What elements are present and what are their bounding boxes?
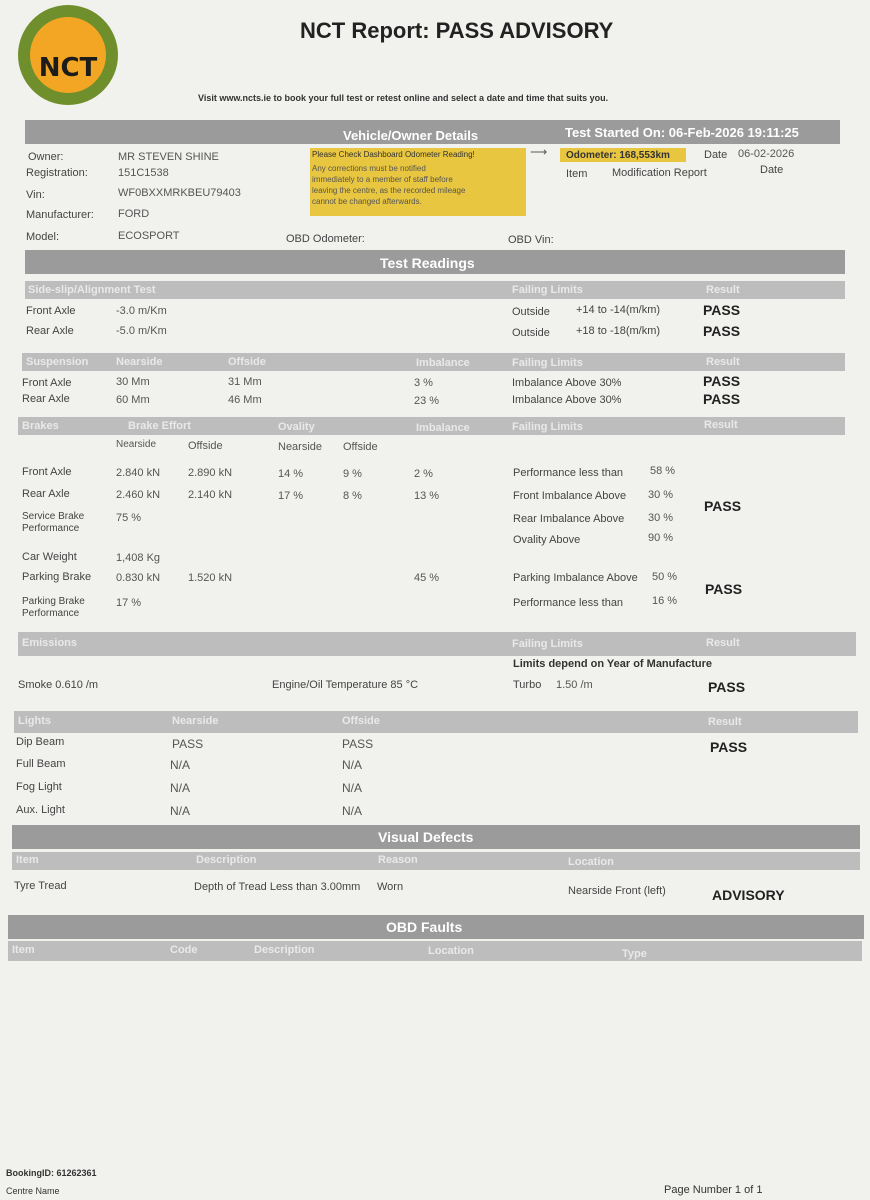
suspension-result-heading: Result — [706, 356, 740, 368]
brake-front-imbalance: 2 % — [414, 468, 433, 480]
centre-name-label: Centre Name — [6, 1186, 60, 1196]
visual-col-item: Item — [16, 854, 39, 866]
visual-defects-band — [12, 825, 860, 849]
vehicle-section-title: Vehicle/Owner Details — [343, 128, 479, 143]
arrow-icon: ⟶ — [530, 145, 548, 159]
alignment-front-value: -3.0 m/Km — [116, 305, 167, 317]
lights-heading: Lights — [18, 715, 51, 727]
brake-limit: Rear Imbalance Above — [513, 513, 625, 525]
parking-brake-near: 0.830 kN — [116, 572, 161, 584]
obd-col-description: Description — [254, 944, 315, 956]
brake-limit: Parking Imbalance Above — [513, 572, 638, 584]
obd-faults-title: OBD Faults — [386, 919, 463, 935]
ovality-rear-near: 17 % — [278, 490, 304, 502]
ovality-front-off: 9 % — [343, 468, 362, 480]
lights-offside-heading: Offside — [342, 715, 380, 727]
vin-value: WF0BXXMRKBEU79403 — [118, 187, 241, 199]
obd-col-location: Location — [428, 945, 474, 957]
ovality-rear-off: 8 % — [343, 490, 362, 502]
parking-brake-off: 1.520 kN — [188, 572, 233, 584]
nct-logo — [18, 5, 118, 105]
brake-limit: Performance less than — [513, 597, 624, 609]
model-value: ECOSPORT — [118, 230, 180, 242]
brake-rear-near: 2.460 kN — [116, 489, 161, 501]
registration-label: Registration: — [26, 167, 88, 179]
engine-temperature: Engine/Oil Temperature 85 °C — [272, 679, 419, 691]
light-offside: N/A — [342, 781, 363, 795]
obd-col-code: Code — [170, 944, 198, 956]
brake-front-off: 2.890 kN — [188, 467, 233, 479]
brake-limit-value: 30 % — [648, 512, 674, 524]
vin-label: Vin: — [26, 189, 45, 201]
alignment-result-heading: Result — [706, 284, 740, 296]
suspension-heading: Suspension — [26, 356, 89, 368]
alignment-rear-result: PASS — [703, 323, 741, 339]
emissions-result-heading: Result — [706, 637, 740, 649]
parking-brake-performance-label: Parking Brake Performance — [22, 596, 85, 619]
brakes-result-heading: Result — [704, 419, 738, 431]
date-value: 06-02-2026 — [738, 148, 795, 160]
turbo-label: Turbo — [513, 679, 542, 691]
parking-brake-imbalance: 45 % — [414, 572, 440, 584]
brake-limit: Ovality Above — [513, 534, 581, 546]
ovality-nearside-subheading: Nearside — [278, 441, 323, 453]
suspension-front-imbalance: 3 % — [414, 377, 433, 389]
emissions-failing-heading: Failing Limits — [512, 638, 583, 650]
suspension-rear-limit: Imbalance Above 30% — [512, 394, 622, 406]
alignment-rear-side: Outside — [512, 327, 550, 339]
defect-item: Tyre Tread — [14, 880, 67, 892]
obd-col-item: Item — [12, 944, 35, 956]
light-label: Aux. Light — [16, 804, 65, 816]
emissions-limits-note: Limits depend on Year of Manufacture — [513, 658, 713, 670]
lights-result-heading: Result — [708, 716, 742, 728]
odometer-notice-line: immediately to a member of staff before — [312, 175, 453, 184]
ovality-offside-subheading: Offside — [343, 441, 378, 453]
brake-nearside-subheading: Nearside — [116, 439, 157, 450]
logo-text: NCT — [38, 53, 98, 83]
owner-value: MR STEVEN SHINE — [118, 151, 219, 163]
test-readings-title: Test Readings — [380, 255, 475, 271]
brake-rear-label: Rear Axle — [22, 488, 70, 500]
vehicle-band — [25, 120, 840, 144]
brake-limit-value: 16 % — [652, 595, 678, 607]
page-number: Page Number 1 of 1 — [664, 1184, 763, 1196]
parking-brake-performance-value: 17 % — [116, 597, 142, 609]
suspension-offside-heading: Offside — [228, 356, 266, 368]
brake-front-label: Front Axle — [22, 466, 72, 478]
obd-vin-label: OBD Vin: — [508, 234, 554, 246]
lights-result: PASS — [710, 739, 748, 755]
suspension-front-off: 31 Mm — [228, 376, 262, 388]
visual-defects-header-bar — [12, 852, 860, 870]
brake-rear-imbalance: 13 % — [414, 490, 440, 502]
item-label: Item — [566, 168, 588, 180]
suspension-nearside-heading: Nearside — [116, 356, 163, 368]
brake-limit-value: 30 % — [648, 489, 674, 501]
emissions-heading: Emissions — [22, 637, 78, 649]
alignment-front-label: Front Axle — [26, 305, 76, 317]
brakes-heading: Brakes — [22, 420, 59, 432]
defect-description: Depth of Tread Less than 3.00mm — [194, 881, 361, 893]
brake-limit: Performance less than — [513, 467, 624, 479]
suspension-imbalance-heading: Imbalance — [416, 357, 470, 369]
suspension-front-label: Front Axle — [22, 377, 72, 389]
light-nearside: N/A — [170, 781, 191, 795]
page-subtitle: Visit www.ncts.ie to book your full test or retest online and select a date and time that suits you. — [198, 93, 609, 103]
alignment-rear-value: -5.0 m/Km — [116, 325, 167, 337]
test-readings-band — [25, 250, 845, 274]
brake-limit-value: 90 % — [648, 532, 674, 544]
suspension-rear-result: PASS — [703, 391, 741, 407]
light-offside: PASS — [342, 737, 374, 751]
defect-location: Nearside Front (left) — [568, 885, 666, 897]
page-title: NCT Report: PASS ADVISORY — [300, 18, 614, 43]
visual-col-reason: Reason — [378, 854, 418, 866]
light-nearside: N/A — [170, 758, 191, 772]
registration-value: 151C1538 — [118, 167, 169, 179]
brake-effort-heading: Brake Effort — [128, 420, 191, 432]
service-brake-result: PASS — [704, 498, 742, 514]
light-offside: N/A — [342, 758, 363, 772]
date-label: Date — [704, 149, 728, 161]
brake-limit-value: 50 % — [652, 571, 678, 583]
light-label: Dip Beam — [16, 736, 65, 748]
service-brake-label: Service Brake Performance — [22, 511, 85, 534]
modification-report-label: Modification Report — [612, 167, 707, 179]
visual-col-location: Location — [568, 856, 614, 868]
obd-odometer-label: OBD Odometer: — [286, 233, 365, 245]
suspension-front-near: 30 Mm — [116, 376, 150, 388]
brake-rear-off: 2.140 kN — [188, 489, 233, 501]
smoke-reading: Smoke 0.610 /m — [18, 679, 99, 691]
manufacturer-label: Manufacturer: — [26, 209, 94, 221]
obd-faults-band — [8, 915, 864, 939]
suspension-front-result: PASS — [703, 373, 741, 389]
alignment-front-side: Outside — [512, 306, 550, 318]
odometer-notice-line: Any corrections must be notified — [312, 164, 426, 173]
modification-date-label: Date — [760, 164, 784, 176]
alignment-failing-heading: Failing Limits — [512, 284, 583, 296]
light-label: Fog Light — [16, 781, 62, 793]
brakes-failing-heading: Failing Limits — [512, 421, 583, 433]
parking-brake-label: Parking Brake — [22, 571, 92, 583]
car-weight-value: 1,408 Kg — [116, 552, 161, 564]
owner-label: Owner: — [28, 151, 64, 163]
suspension-front-limit: Imbalance Above 30% — [512, 377, 622, 389]
ovality-heading: Ovality — [278, 421, 315, 433]
odometer-notice-line: cannot be changed afterwards. — [312, 197, 422, 206]
booking-id: BookingID: 61262361 — [6, 1168, 97, 1178]
visual-defects-title: Visual Defects — [378, 829, 474, 845]
suspension-rear-near: 60 Mm — [116, 394, 150, 406]
lights-nearside-heading: Nearside — [172, 715, 219, 727]
light-offside: N/A — [342, 804, 363, 818]
test-started: Test Started On: 06-Feb-2026 19:11:25 — [565, 125, 799, 140]
suspension-rear-label: Rear Axle — [22, 393, 70, 405]
suspension-failing-heading: Failing Limits — [512, 357, 583, 369]
turbo-value: 1.50 /m — [556, 679, 593, 691]
ovality-front-near: 14 % — [278, 468, 304, 480]
light-label: Full Beam — [16, 758, 66, 770]
odometer-notice-title: Please Check Dashboard Odometer Reading! — [312, 150, 475, 159]
model-label: Model: — [26, 231, 60, 243]
defect-reason: Worn — [377, 881, 404, 893]
obd-col-type: Type — [622, 948, 647, 960]
alignment-front-result: PASS — [703, 302, 741, 318]
brake-limit-value: 58 % — [650, 465, 676, 477]
alignment-front-limit: +14 to -14(m/km) — [576, 304, 661, 316]
odometer-notice-line: leaving the centre, as the recorded mileage — [312, 186, 466, 195]
service-brake-value: 75 % — [116, 512, 142, 524]
alignment-rear-label: Rear Axle — [26, 325, 74, 337]
odometer-reading: Odometer: 168,553km — [566, 150, 670, 161]
car-weight-label: Car Weight — [22, 551, 77, 563]
brake-offside-subheading: Offside — [188, 440, 223, 452]
light-nearside: PASS — [172, 737, 204, 751]
suspension-rear-imbalance: 23 % — [414, 395, 440, 407]
defect-result: ADVISORY — [712, 887, 785, 903]
manufacturer-value: FORD — [118, 208, 150, 220]
emissions-result: PASS — [708, 679, 746, 695]
light-nearside: N/A — [170, 804, 191, 818]
alignment-rear-limit: +18 to -18(m/km) — [576, 325, 661, 337]
parking-brake-result: PASS — [705, 581, 743, 597]
brakes-imbalance-heading: Imbalance — [416, 422, 470, 434]
brake-limit: Front Imbalance Above — [513, 490, 627, 502]
suspension-rear-off: 46 Mm — [228, 394, 262, 406]
visual-col-description: Description — [196, 854, 257, 866]
alignment-heading: Side-slip/Alignment Test — [28, 284, 156, 296]
brake-front-near: 2.840 kN — [116, 467, 161, 479]
